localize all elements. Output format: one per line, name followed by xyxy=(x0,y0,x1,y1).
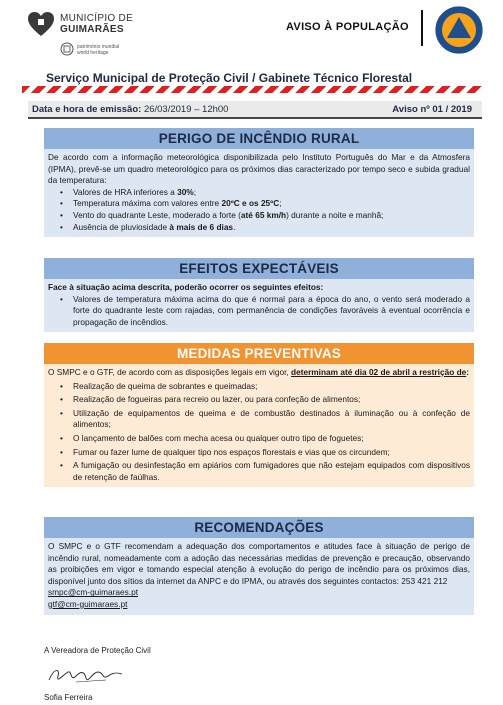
handwritten-signature-icon xyxy=(46,660,126,690)
section-recommendations-body xyxy=(44,538,474,615)
issue-datetime xyxy=(32,104,228,115)
list-item: • Valores de temperatura máxima acima do que é normal para a época do ano, o vento será moderado a forte do quadrante leste com rajadas, com permanência de condições favoráveis à eventual ocorrência e propagação de incêndios. xyxy=(48,294,470,329)
section-effects-title: EFEITOS EXPECTÁVEIS xyxy=(44,258,474,279)
issue-value: 26/03/2019 – 12h00 xyxy=(143,104,229,115)
recommendations-text: O SMPC e o GTF recomendam a adequação dos comportamentos e atitudes face à situação de perigo de incêndio rural, nomeadamente com a adoção das necessárias medidas de prevenção e precaução, observando as proibições em vigor e tomando especial atenção à evolução do perigo de incêndio para os próximos dias, disponível junto dos sítios da internet da ANPC e do IPMA, ou através dos seguintes contactos: 253 421 212 xyxy=(48,541,470,586)
municipality-heart-logo-icon xyxy=(27,10,55,38)
section-fire-risk xyxy=(44,128,474,237)
notice-label: AVISO À POPULAÇÃO xyxy=(286,21,409,33)
issue-info-bar xyxy=(28,101,482,119)
municipality-line1: MUNICÍPIO DE xyxy=(60,13,134,24)
fire-risk-intro: De acordo com a informação meteorológica disponibilizada pelo Instituto Português do Mar e da Atmosfera (IPMA), prevê-se um quadro meteorológico para os próximos dias caracterizado por tempo seco e subida gradual da temperatura: xyxy=(48,152,470,186)
issue-label: Data e hora de emissão: xyxy=(32,104,142,115)
page-header xyxy=(0,0,503,66)
list-item: • Ausência de pluviosidade à mais de 6 dias. xyxy=(48,222,470,234)
heritage-line1: património mundial xyxy=(77,44,120,50)
list-item: • Realização de queima de sobrantes e queimadas; xyxy=(48,381,470,393)
list-item: • Vento do quadrante Leste, moderado a forte (até 65 km/h) durante a noite e manhã; xyxy=(48,210,470,222)
list-item: • Valores de HRA inferiores a 30%; xyxy=(48,187,470,199)
section-fire-risk-body xyxy=(44,149,474,237)
section-effects xyxy=(44,258,474,332)
list-item: • O lançamento de balões com mecha acesa ou qualquer outro tipo de foguetes; xyxy=(48,433,470,445)
warning-stripe xyxy=(22,86,482,93)
world-heritage-icon xyxy=(60,42,74,56)
section-recommendations xyxy=(44,517,474,615)
effects-list xyxy=(48,294,470,329)
list-item: • Realização de fogueiras para recreio ou lazer, ou para confeção de alimentos; xyxy=(48,394,470,406)
section-fire-risk-title: PERIGO DE INCÊNDIO RURAL xyxy=(44,128,474,149)
world-heritage-text xyxy=(77,44,119,56)
section-recommendations-title: RECOMENDAÇÕES xyxy=(44,517,474,538)
heritage-line2: world heritage xyxy=(77,50,109,56)
notice-number: Aviso nº 01 / 2019 xyxy=(392,104,472,115)
effects-intro: Face à situação acima descrita, poderão ocorrer os seguintes efeitos: xyxy=(48,282,324,292)
list-item: • Temperatura máxima com valores entre 20ºC e os 25ºC; xyxy=(48,198,470,210)
section-preventive-measures xyxy=(44,343,474,487)
list-item: • Fumar ou fazer lume de qualquer tipo nos espaços florestais e vias que os circundem; xyxy=(48,447,470,459)
fire-risk-list xyxy=(48,187,470,233)
list-item: • A fumigação ou desinfestação em apiários com fumigadores que não estejam equipados com dispositivos de retenção de faúlhas. xyxy=(48,460,470,483)
section-effects-body xyxy=(44,279,474,332)
email-link-gtf[interactable]: gtf@cm-guimaraes.pt xyxy=(48,598,128,609)
municipality-name xyxy=(60,13,133,35)
section-measures-title: MEDIDAS PREVENTIVAS xyxy=(44,343,474,364)
measures-list xyxy=(48,381,470,484)
civil-protection-logo-icon xyxy=(434,5,484,55)
signatory-name: Sofia Ferreira xyxy=(44,693,93,702)
email-link-smpc[interactable]: smpc@cm-guimaraes.pt xyxy=(48,587,139,598)
measures-intro: O SMPC e o GTF, de acordo com as disposições legais em vigor, determinam até dia 02 de abril a restrição de: xyxy=(48,367,470,377)
signatory-role: A Vereadora de Proteção Civil xyxy=(44,646,151,655)
service-title: Serviço Municipal de Proteção Civil / Gabinete Técnico Florestal xyxy=(46,71,413,85)
section-measures-body xyxy=(44,364,474,487)
list-item: • Utilização de equipamentos de queima e de combustão destinados à iluminação ou à confeção de alimentos; xyxy=(48,408,470,431)
header-divider xyxy=(421,10,423,46)
municipality-line2: GUIMARÃES xyxy=(60,24,124,35)
